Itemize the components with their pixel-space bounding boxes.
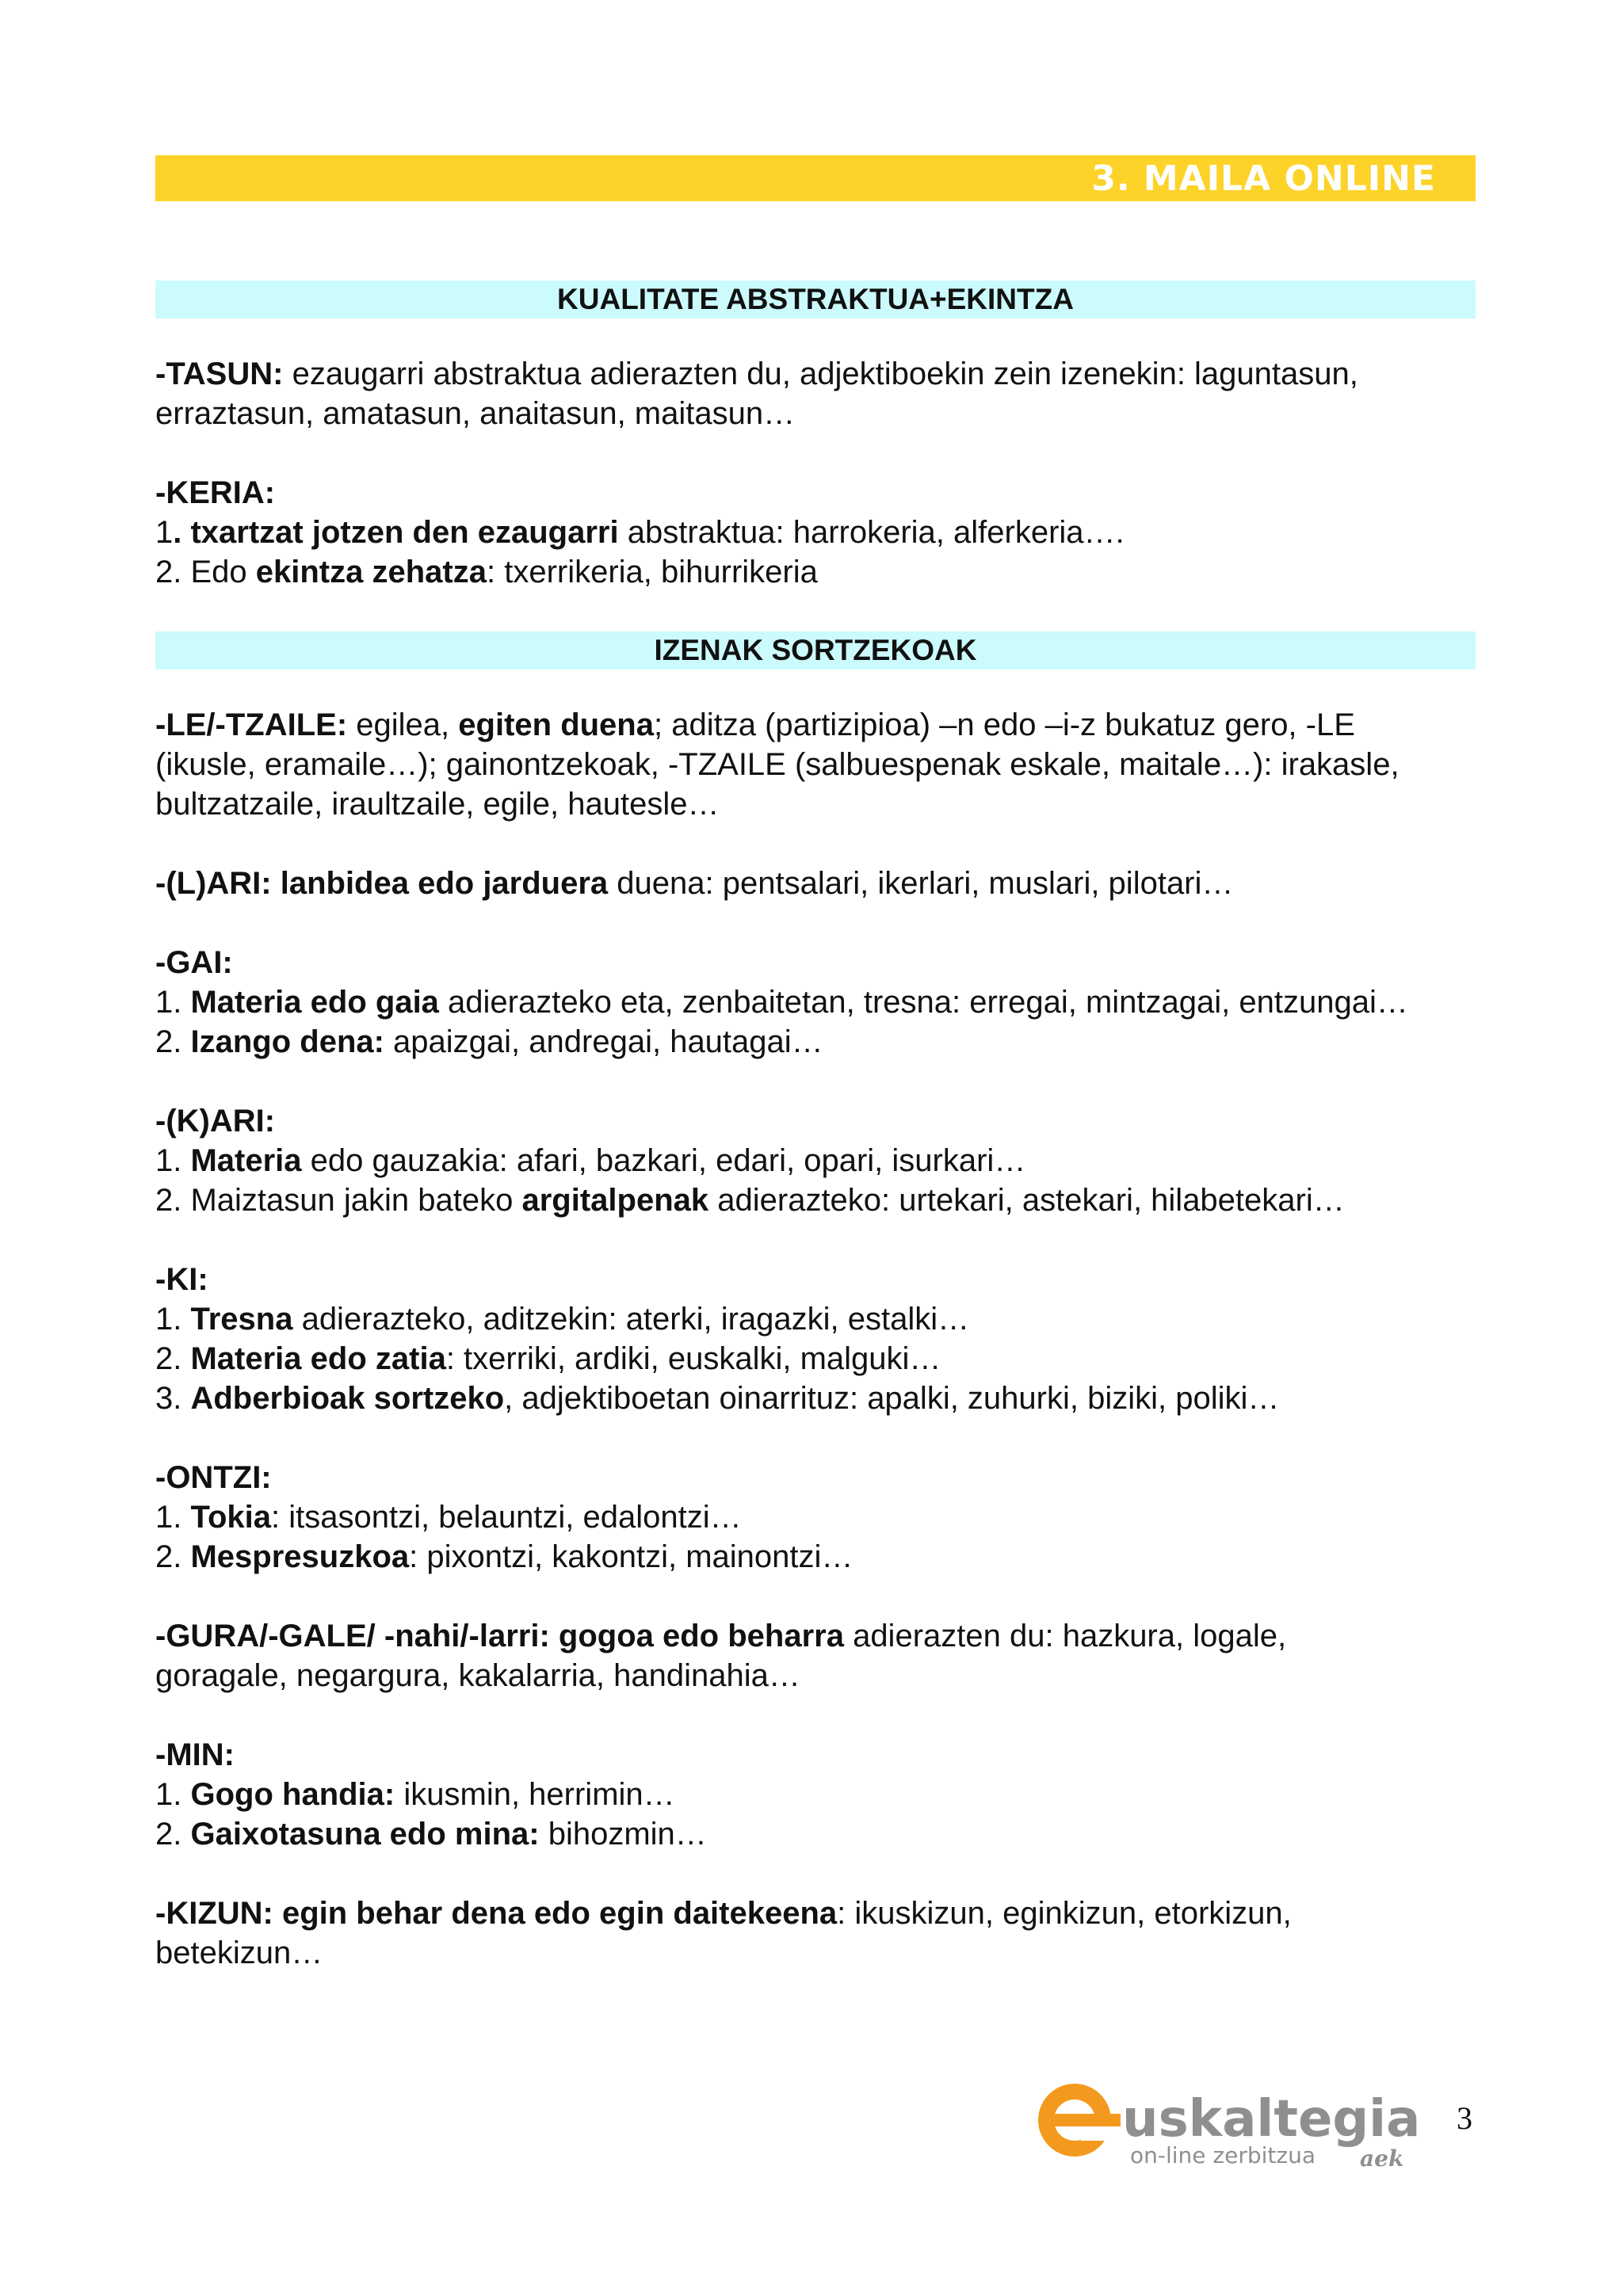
entry-gura: -GURA/-GALE/ -nahi/-larri: gogoa edo beharra adierazten du: hazkura, logale, goragale, negargura, kakalarria, handinahia…	[155, 1619, 1287, 1693]
section-header-noun-forming: IZENAK SORTZEKOAK	[155, 631, 1476, 669]
entry-label: -LE/-TZAILE:	[155, 707, 348, 742]
entry-ontzi: -ONTZI: 1. Tokia: itsasontzi, belauntzi, edalontzi… 2. Mespresuzkoa: pixontzi, kakontzi, mainontzi…	[155, 1460, 854, 1574]
logo-subtitle: on-line zerbitzua	[1130, 2142, 1316, 2168]
entry-lari: -(L)ARI: lanbidea edo jarduera duena: pentsalari, ikerlari, muslari, pilotari…	[155, 866, 1234, 901]
document-page	[155, 155, 1476, 1973]
entry-label: -ONTZI:	[155, 1460, 272, 1495]
entry-kizun: -KIZUN: egin behar dena edo egin daitekeena: ikuskizun, eginkizun, etorkizun, betekizun…	[155, 1896, 1292, 1970]
euskaltegia-logo	[1033, 2074, 1430, 2177]
entry-gai: -GAI: 1. Materia edo gaia adierazteko eta, zenbaitetan, tresna: erregai, mintzagai, entzungai… 2. Izango dena: apaizgai, andregai, hautagai…	[155, 945, 1408, 1059]
level-title: 3. MAILA ONLINE	[1091, 158, 1436, 199]
entry-label: -(L)ARI: lanbidea edo jarduera	[155, 866, 609, 901]
entry-label: -MIN:	[155, 1737, 235, 1772]
entry-le-tzaile: -LE/-TZAILE: egilea, egiten duena; aditza (partizipioa) –n edo –i-z bukatuz gero, -LE (ikusle, eramaile…); gainontzekoak, -TZAILE (salbuespenak eskale, maitale…): irakasle, bultzatzaile, iraultzaile, egile, hautesle…	[155, 707, 1400, 822]
entry-ki: -KI: 1. Tresna adierazteko, aditzekin: aterki, iragazki, estalki… 2. Materia edo zatia: txerriki, ardiki, euskalki, malguki… 3. Adberbioak sortzeko, adjektiboetan oinarrituz: apalki, zuhurki, biziki, poliki…	[155, 1262, 1280, 1416]
entry-min: -MIN: 1. Gogo handia: ikusmin, herrimin… 2. Gaixotasuna edo mina: bihozmin…	[155, 1737, 707, 1852]
entry-label: -GAI:	[155, 945, 233, 980]
entry-label: -KERIA:	[155, 475, 276, 510]
section-header-abstract-quality: KUALITATE ABSTRAKTUA+EKINTZA	[155, 280, 1476, 318]
logo-wordmark: uskaltegia	[1122, 2090, 1421, 2149]
page-number: 3	[1457, 2100, 1472, 2136]
entry-keria: -KERIA: 1. txartzat jotzen den ezaugarri abstraktua: harrokeria, alferkeria…. 2. Edo ekintza zehatza: txerrikeria, bihurrikeria	[155, 475, 1125, 589]
entry-label: -KI:	[155, 1262, 208, 1297]
entry-label: -TASUN:	[155, 357, 284, 391]
entry-label: -KIZUN: egin behar dena edo egin daitekeena	[155, 1896, 838, 1931]
level-banner	[155, 155, 1476, 201]
entry-label: -(K)ARI:	[155, 1104, 276, 1138]
aek-mark: aek	[1360, 2145, 1404, 2172]
entry-label: -GURA/-GALE/ -nahi/-larri: gogoa edo beharra	[155, 1619, 844, 1653]
entry-tasun: -TASUN: ezaugarri abstraktua adierazten du, adjektiboekin zein izenekin: laguntasun, erraztasun, amatasun, anaitasun, maitasun…	[155, 357, 1358, 431]
entry-kari: -(K)ARI: 1. Materia edo gauzakia: afari, bazkari, edari, opari, isurkari… 2. Maiztasun jakin bateko argitalpenak adierazteko: urtekari, astekari, hilabetekari…	[155, 1104, 1345, 1218]
